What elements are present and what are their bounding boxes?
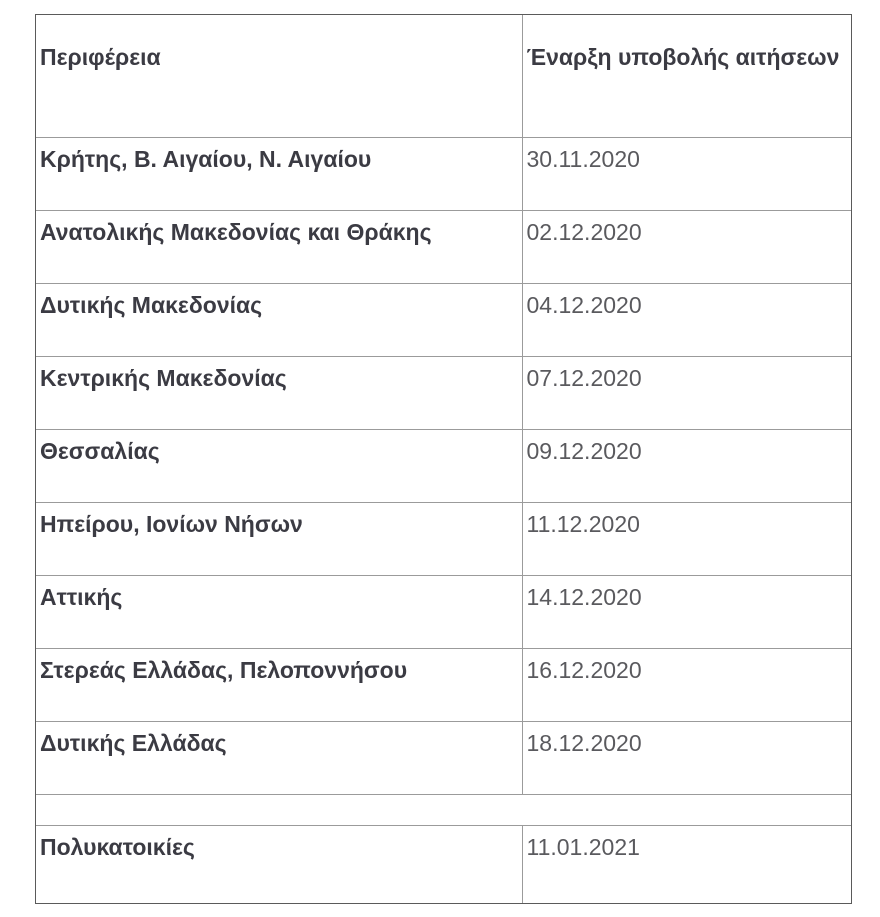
region-cell: Πολυκατοικίες (36, 825, 522, 903)
region-cell: Δυτικής Μακεδονίας (36, 283, 522, 356)
column-header-start-date: Έναρξη υποβολής αιτήσεων (522, 15, 851, 137)
start-date-cell: 16.12.2020 (522, 648, 851, 721)
table-row (36, 283, 851, 356)
table-row (36, 825, 851, 903)
start-date-cell: 14.12.2020 (522, 575, 851, 648)
region-cell: Ηπείρου, Ιονίων Νήσων (36, 502, 522, 575)
application-schedule-table-wrapper (35, 14, 852, 904)
header-row (36, 15, 851, 137)
spacer-cell (36, 794, 851, 825)
table-row (36, 648, 851, 721)
region-cell: Αττικής (36, 575, 522, 648)
table-row (36, 721, 851, 794)
table-row (36, 502, 851, 575)
table-row (36, 137, 851, 210)
start-date-cell: 09.12.2020 (522, 429, 851, 502)
region-cell: Στερεάς Ελλάδας, Πελοποννήσου (36, 648, 522, 721)
region-cell: Κρήτης, Β. Αιγαίου, Ν. Αιγαίου (36, 137, 522, 210)
start-date-cell: 02.12.2020 (522, 210, 851, 283)
table-row (36, 575, 851, 648)
table-row (36, 429, 851, 502)
start-date-cell: 11.01.2021 (522, 825, 851, 903)
region-cell: Κεντρικής Μακεδονίας (36, 356, 522, 429)
start-date-cell: 04.12.2020 (522, 283, 851, 356)
start-date-cell: 07.12.2020 (522, 356, 851, 429)
region-cell: Θεσσαλίας (36, 429, 522, 502)
region-cell: Ανατολικής Μακεδονίας και Θράκης (36, 210, 522, 283)
spacer-row (36, 794, 851, 825)
column-header-region: Περιφέρεια (36, 15, 522, 137)
table-row (36, 210, 851, 283)
region-cell: Δυτικής Ελλάδας (36, 721, 522, 794)
table-row (36, 356, 851, 429)
start-date-cell: 18.12.2020 (522, 721, 851, 794)
application-schedule-table (36, 15, 851, 903)
start-date-cell: 11.12.2020 (522, 502, 851, 575)
start-date-cell: 30.11.2020 (522, 137, 851, 210)
table-body (36, 137, 851, 903)
